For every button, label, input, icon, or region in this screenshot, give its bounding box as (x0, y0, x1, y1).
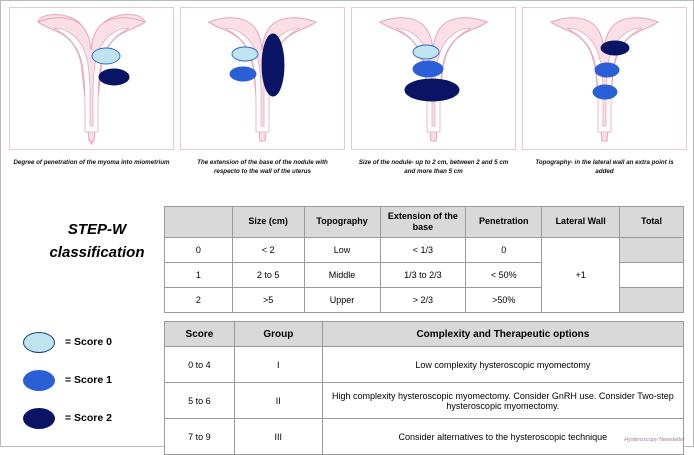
score-row0-penetration: 0 (466, 238, 542, 263)
complexity-row1-options: High complexity hysteroscopic myomectomy. Consider GnRH use. Consider Two-step hysteroscopic myomectomy. (322, 383, 683, 419)
uterus-diagram-1 (10, 8, 173, 149)
score1-swatch-icon (23, 370, 55, 391)
score-header-size: Size (cm) (232, 207, 304, 238)
score-row2-score: 2 (165, 288, 233, 313)
score-row1-size: 2 to 5 (232, 263, 304, 288)
legend-label-score2: = Score 2 (65, 412, 112, 424)
footer-credit: Hysteroscopy Newsletter (624, 437, 685, 443)
panel-penetration (9, 7, 174, 150)
complexity-row1-group: II (234, 383, 322, 419)
myoma-score1 (413, 61, 443, 77)
score-row0-total (620, 238, 684, 263)
legend-item-score2 (23, 399, 163, 437)
complexity-header-score: Score (165, 322, 235, 347)
complexity-row2-score: 7 to 9 (165, 419, 235, 455)
illustration-panels (9, 7, 687, 152)
complexity-row2-options: Consider alternatives to the hysteroscopic technique (322, 419, 683, 455)
score-row2-topography: Upper (304, 288, 380, 313)
score-row0-size: < 2 (232, 238, 304, 263)
caption-topography: Topography- in the lateral wall an extra point is added (535, 159, 674, 175)
title-line-2: classification (49, 243, 145, 261)
table-row (165, 383, 684, 419)
score-row0-score: 0 (165, 238, 233, 263)
myoma-score1 (595, 63, 619, 77)
title-line-1: STEP-W (67, 221, 127, 238)
complexity-row0-options: Low complexity hysteroscopic myomectomy (322, 347, 683, 383)
score-header-blank (165, 207, 233, 238)
myoma-score0 (232, 47, 258, 61)
complexity-row2-group: III (234, 419, 322, 455)
score0-swatch-icon (23, 332, 55, 353)
complexity-row0-group: I (234, 347, 322, 383)
table-row (165, 419, 684, 455)
score-table (164, 206, 684, 313)
score-row1-penetration: < 50% (466, 263, 542, 288)
complexity-header-options: Complexity and Therapeutic options (322, 322, 683, 347)
score-header-extension: Extension of the base (380, 207, 466, 238)
score-row2-size: >5 (232, 288, 304, 313)
complexity-header-row (165, 322, 684, 347)
legend (23, 323, 163, 437)
panel-topography (522, 7, 687, 150)
uterus-diagram-2 (181, 8, 344, 149)
page-title (37, 219, 157, 264)
score-row0-topography: Low (304, 238, 380, 263)
table-row (165, 238, 684, 263)
score-row0-extension: < 1/3 (380, 238, 466, 263)
panel-extension (180, 7, 345, 150)
panel-size (351, 7, 516, 150)
score-row2-total (620, 288, 684, 313)
caption-size: Size of the nodule- up to 2 cm, between 2 and 5 cm and more than 5 cm (358, 159, 509, 175)
score-header-topography: Topography (304, 207, 380, 238)
panel-captions (9, 159, 687, 177)
legend-label-score1: = Score 1 (65, 374, 112, 386)
table-row (165, 347, 684, 383)
legend-item-score0 (23, 323, 163, 361)
score-row2-penetration: >50% (466, 288, 542, 313)
complexity-table (164, 321, 684, 455)
myoma-score2 (262, 34, 284, 96)
score-header-total: Total (620, 207, 684, 238)
score2-swatch-icon (23, 408, 55, 429)
score-row1-topography: Middle (304, 263, 380, 288)
caption-penetration: Degree of penetration of the myoma into miometrium (13, 159, 170, 166)
score-header-penetration: Penetration (466, 207, 542, 238)
score-table-header-row (165, 207, 684, 238)
score-row1-total (620, 263, 684, 288)
score-lateral-wall-value: +1 (542, 238, 620, 313)
caption-extension: The extension of the base of the nodule with respecto to the wall of the uterus (197, 159, 328, 175)
myoma-score2 (601, 41, 629, 55)
myoma-score0 (92, 48, 120, 64)
legend-item-score1 (23, 361, 163, 399)
complexity-row0-score: 0 to 4 (165, 347, 235, 383)
myoma-score2 (405, 79, 459, 101)
complexity-header-group: Group (234, 322, 322, 347)
myoma-score1 (230, 67, 256, 81)
score-header-lateral-wall: Lateral Wall (542, 207, 620, 238)
legend-label-score0: = Score 0 (65, 336, 112, 348)
score-row2-extension: > 2/3 (380, 288, 466, 313)
myoma-score2 (99, 69, 129, 85)
myoma-score1b (593, 85, 617, 99)
uterus-diagram-3 (352, 8, 515, 149)
myoma-score0 (413, 45, 439, 59)
complexity-row1-score: 5 to 6 (165, 383, 235, 419)
score-row1-score: 1 (165, 263, 233, 288)
score-row1-extension: 1/3 to 2/3 (380, 263, 466, 288)
uterus-diagram-4 (523, 8, 686, 149)
